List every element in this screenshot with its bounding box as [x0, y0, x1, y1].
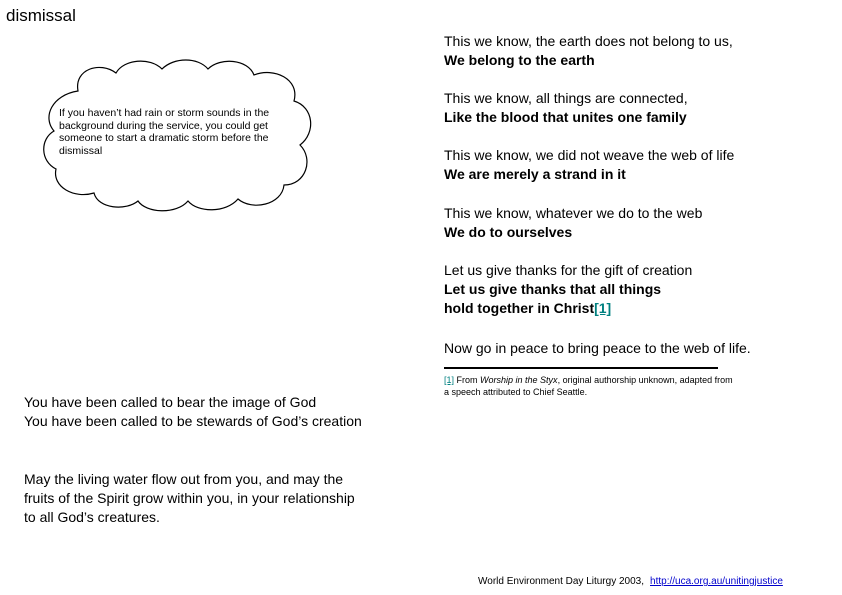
- sending-line: Now go in peace to bring peace to the web of life.: [444, 340, 751, 356]
- cloud-note: If you haven’t had rain or storm sounds in the background during the service, you could get someone to start a dramatic storm before the dismissal: [59, 107, 270, 157]
- verse-leader: This we know, all things are connected,: [444, 90, 688, 106]
- verse-response-text: hold together in Christ: [444, 300, 595, 316]
- page-footer: [478, 575, 783, 588]
- verse-response: We are merely a strand in it: [444, 166, 626, 182]
- footer-source-text: World Environment Day Liturgy 2003,: [478, 576, 645, 587]
- verse-leader: Let us give thanks for the gift of creation: [444, 262, 693, 278]
- footnote: [444, 375, 734, 398]
- verse-leader: This we know, whatever we do to the web: [444, 205, 703, 221]
- footnote-ref-link[interactable]: [1]: [594, 300, 612, 316]
- footer-url-link[interactable]: http://uca.org.au/unitingjustice: [650, 576, 783, 587]
- blessing-paragraph-2: May the living water flow out from you, and may the fruits of the Spirit grow within you, in your relationship to all God’s creatures.: [24, 471, 355, 525]
- footnote-ref-back-link[interactable]: [1]: [444, 375, 455, 385]
- blessing-paragraph-1: [24, 393, 364, 431]
- footnote-prefix: From: [456, 375, 481, 385]
- verse-response-line2: [444, 299, 834, 318]
- page-title: dismissal: [6, 6, 76, 25]
- blessing-line-2: You have been called to be stewards of God’s creation: [24, 413, 362, 429]
- verse-response: We belong to the earth: [444, 52, 595, 68]
- verse-response: We do to ourselves: [444, 224, 573, 240]
- verse-1: [444, 32, 834, 70]
- verse-leader: This we know, the earth does not belong to us,: [444, 33, 733, 49]
- footnote-rest: , original authorship unknown, adapted from a speech attributed to Chief Seattle.: [444, 375, 733, 397]
- verse-5: [444, 261, 834, 318]
- verse-2: [444, 89, 834, 127]
- footnote-divider: [444, 367, 718, 369]
- blessing-line-1: You have been called to bear the image of God: [24, 394, 317, 410]
- verse-4: [444, 204, 834, 242]
- verse-leader: This we know, we did not weave the web of life: [444, 147, 735, 163]
- verse-response-line1: Let us give thanks that all things: [444, 281, 662, 297]
- footnote-source-title: Worship in the Styx: [480, 375, 558, 385]
- verse-response: Like the blood that unites one family: [444, 109, 687, 125]
- verse-3: [444, 146, 834, 184]
